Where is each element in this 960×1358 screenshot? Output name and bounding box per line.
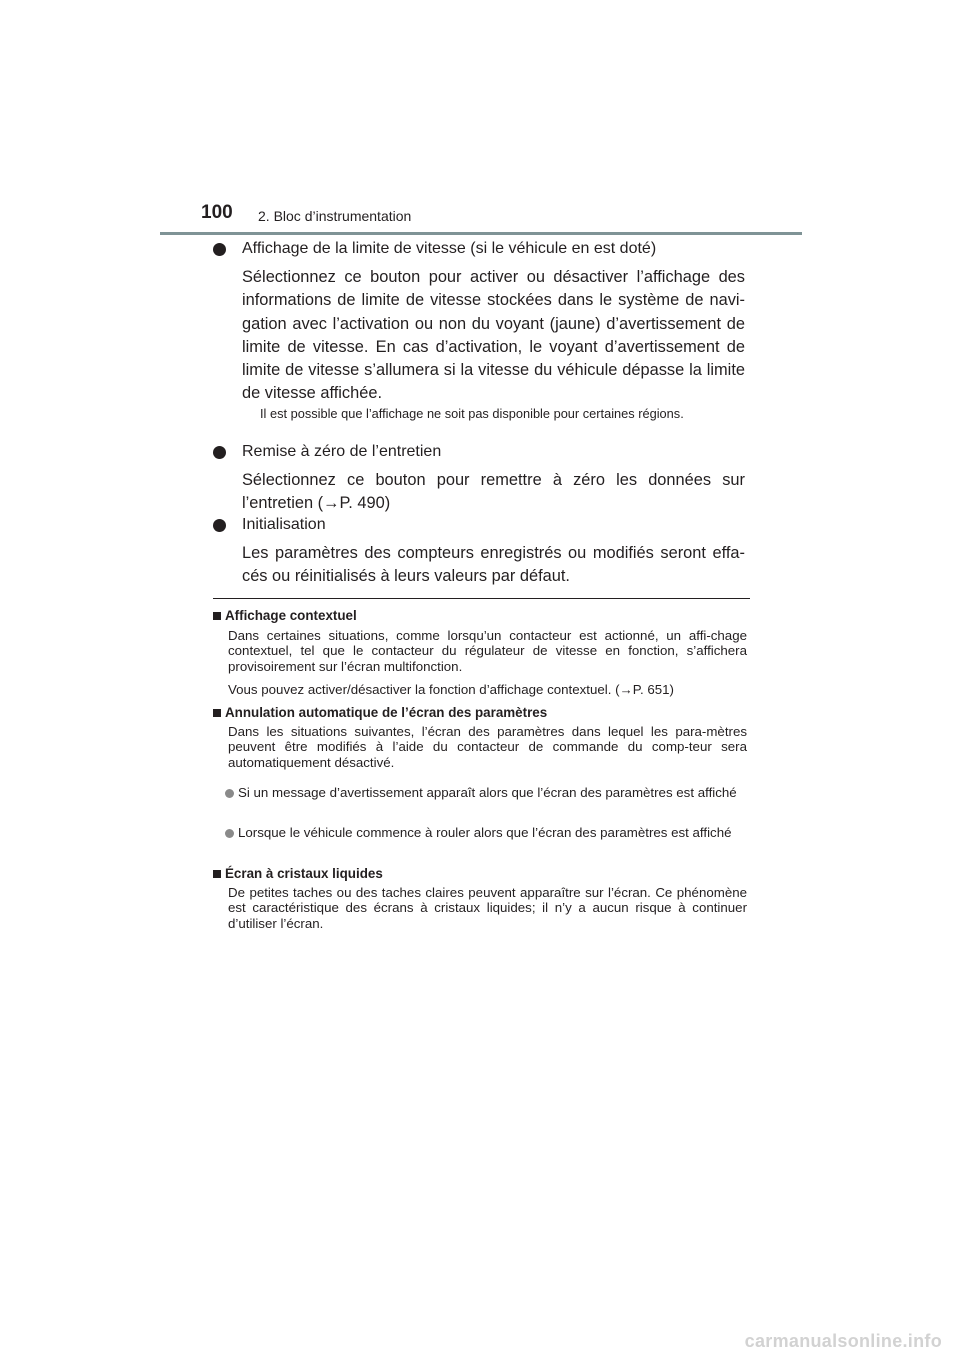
- bullet-icon: [213, 243, 226, 256]
- item-body: Les paramètres des compteurs enregistrés ou modifiés seront effa-cés ou réinitialisés à leurs valeurs par défaut.: [242, 544, 745, 586]
- item-note: Il est possible que l’affichage ne soit pas disponible pour certaines régions.: [260, 406, 684, 421]
- notes-divider: [213, 598, 750, 599]
- note-bullet-text: Lorsque le véhicule commence à rouler alors que l’écran des paramètres est affiché: [238, 825, 732, 840]
- note-bullet: [225, 785, 746, 800]
- note-title: Écran à cristaux liquides: [225, 866, 383, 881]
- square-bullet-icon: [213, 870, 221, 878]
- note-bullet-text: Si un message d’avertissement apparaît alors que l’écran des paramètres est affiché: [238, 785, 737, 800]
- item-speed-limit-display: [213, 240, 656, 258]
- bullet-icon: [213, 446, 226, 459]
- bullet-icon: [225, 789, 234, 798]
- square-bullet-icon: [213, 612, 221, 620]
- note-body: De petites taches ou des taches claires peuvent apparaître sur l’écran. Ce phénomène est caractéristique des écrans à cristaux liquides; il n’y a aucun risque à continuer d’utiliser l’écran.: [228, 885, 747, 931]
- note-heading: [213, 705, 547, 720]
- bullet-icon: [213, 519, 226, 532]
- item-title: Affichage de la limite de vitesse (si le véhicule en est doté): [242, 240, 657, 257]
- header-divider: [160, 232, 802, 235]
- note-body-extra: Vous pouvez activer/désactiver la fonction d’affichage contextuel. (→P. 651): [228, 682, 674, 697]
- note-title: Annulation automatique de l’écran des paramètres: [225, 705, 548, 720]
- item-title: Remise à zéro de l’entretien: [242, 443, 442, 460]
- item-body: Sélectionnez ce bouton pour remettre à zéro les données sur l’entretien (→P. 490): [242, 471, 745, 513]
- square-bullet-icon: [213, 709, 221, 717]
- note-title: Affichage contextuel: [225, 608, 357, 623]
- item-body: Sélectionnez ce bouton pour activer ou désactiver l’affichage des informations de limite de vitesse stockées dans le système de navi-gation avec l’activation ou non du voyant (jaune) d’avertissement de limite de vitesse. En cas d’activation, le voyant d’avertissement de limite de vitesse s’allumera si la vitesse du véhicule dépasse la limite de vitesse affichée.: [242, 268, 745, 403]
- item-title: Initialisation: [242, 516, 326, 533]
- note-body: Dans les situations suivantes, l’écran des paramètres dans lequel les para-mètres peuvent être modifiés à l’aide du contacteur de commande du comp-teur sera automatiquement désactivé.: [228, 724, 747, 770]
- note-heading: [213, 866, 383, 881]
- section-title: 2. Bloc d’instrumentation: [258, 208, 412, 224]
- page-number: 100: [201, 202, 233, 223]
- note-heading: [213, 608, 357, 623]
- note-body: Dans certaines situations, comme lorsqu’un contacteur est actionné, un affi-chage contextuel, tel que le contacteur du régulateur de vitesse en fonction, s’affichera provisoirement sur l’écran multifonction.: [228, 628, 747, 674]
- bullet-icon: [225, 829, 234, 838]
- watermark: carmanualsonline.info: [744, 1331, 942, 1351]
- item-initialisation: [213, 516, 326, 534]
- item-maintenance-reset: [213, 443, 441, 461]
- note-bullet: [225, 825, 746, 840]
